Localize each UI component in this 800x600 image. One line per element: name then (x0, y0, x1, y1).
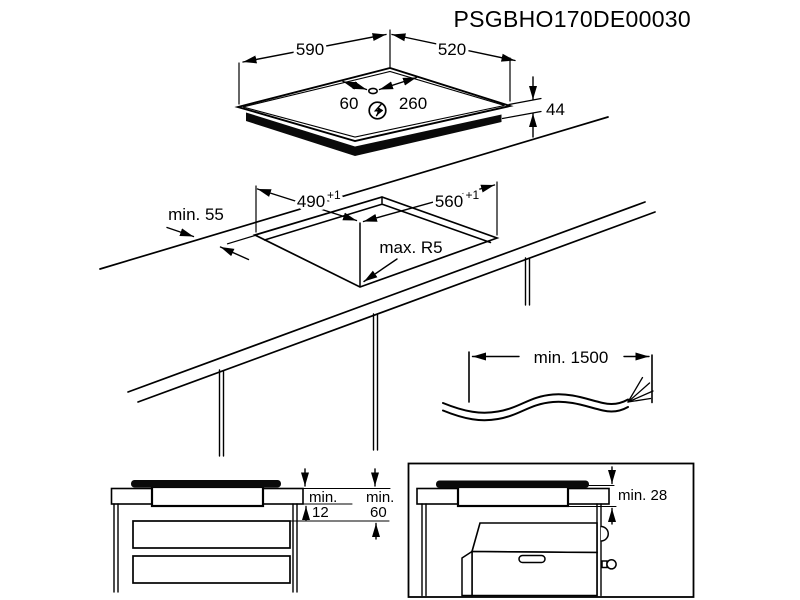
worktop-thickness-label-2: 12 (312, 504, 329, 521)
connection-offset-left-label: 60 (339, 94, 359, 113)
drawer-clearance-dimension (366, 469, 394, 539)
oven-handle (519, 556, 545, 563)
drawer-front-lower (133, 556, 290, 583)
side-view-above-oven (409, 464, 694, 598)
corner-radius-label: max. R5 (379, 238, 443, 257)
extension-line-top (509, 99, 541, 105)
cable-length-label: min. 1500 (533, 348, 609, 367)
worktop-section-left (417, 489, 458, 505)
worktop-section-right (568, 489, 609, 505)
rear-clearance-dimension (167, 205, 255, 260)
cable-grommet-bump (601, 527, 608, 542)
clearance-arrow-upper (167, 228, 194, 237)
drawer-clearance-label-2: 60 (370, 504, 387, 521)
hob-width-label: 590 (295, 40, 325, 59)
worktop-section-left (112, 489, 153, 505)
worktop-thickness-dimension (305, 469, 337, 521)
cutout-depth-tolerance: +1 (465, 188, 480, 202)
oven-left-side (462, 552, 472, 596)
mains-cable-drawing (443, 378, 653, 421)
hob-height-label: 44 (546, 100, 565, 119)
oven-top-face (472, 523, 597, 553)
hob-glass-section (131, 480, 281, 488)
worktop-section-right (263, 489, 303, 505)
cutout-width-tolerance: +1 (327, 188, 341, 202)
worktop-isometric (100, 117, 655, 456)
document-code: PSGBHO170DE00030 (453, 6, 691, 32)
drawer-clearance-label-1: min. (366, 489, 395, 506)
hob-body-section (458, 487, 568, 506)
hob-body-section (152, 487, 263, 506)
clearance-arrow-lower (221, 247, 249, 260)
cable-length-diagram (443, 348, 653, 420)
cutout-depth-label: 560 (434, 192, 464, 211)
hob-height-dimension (503, 77, 565, 137)
side-view-above-drawer (112, 469, 395, 592)
drawer-front-upper (133, 521, 290, 548)
screw-head (607, 560, 616, 569)
built-in-oven-drawing (462, 523, 616, 596)
connection-offset-right-label: 260 (398, 94, 428, 113)
lightning-bolt-icon (369, 102, 386, 119)
wire-strands (628, 378, 653, 403)
hob-isometric (238, 30, 565, 156)
rear-clearance-label: min. 55 (168, 205, 224, 224)
worktop-thickness-label-1: min. (309, 489, 338, 506)
hob-depth-label: 520 (437, 40, 467, 59)
cutout-width-label: 490 (296, 192, 326, 211)
hob-glass-section (436, 481, 589, 489)
extension-line (228, 236, 256, 244)
oven-clearance-label: min. 28 (618, 487, 668, 504)
cable-gland-icon (369, 88, 377, 93)
extension-line-bottom (503, 112, 542, 119)
